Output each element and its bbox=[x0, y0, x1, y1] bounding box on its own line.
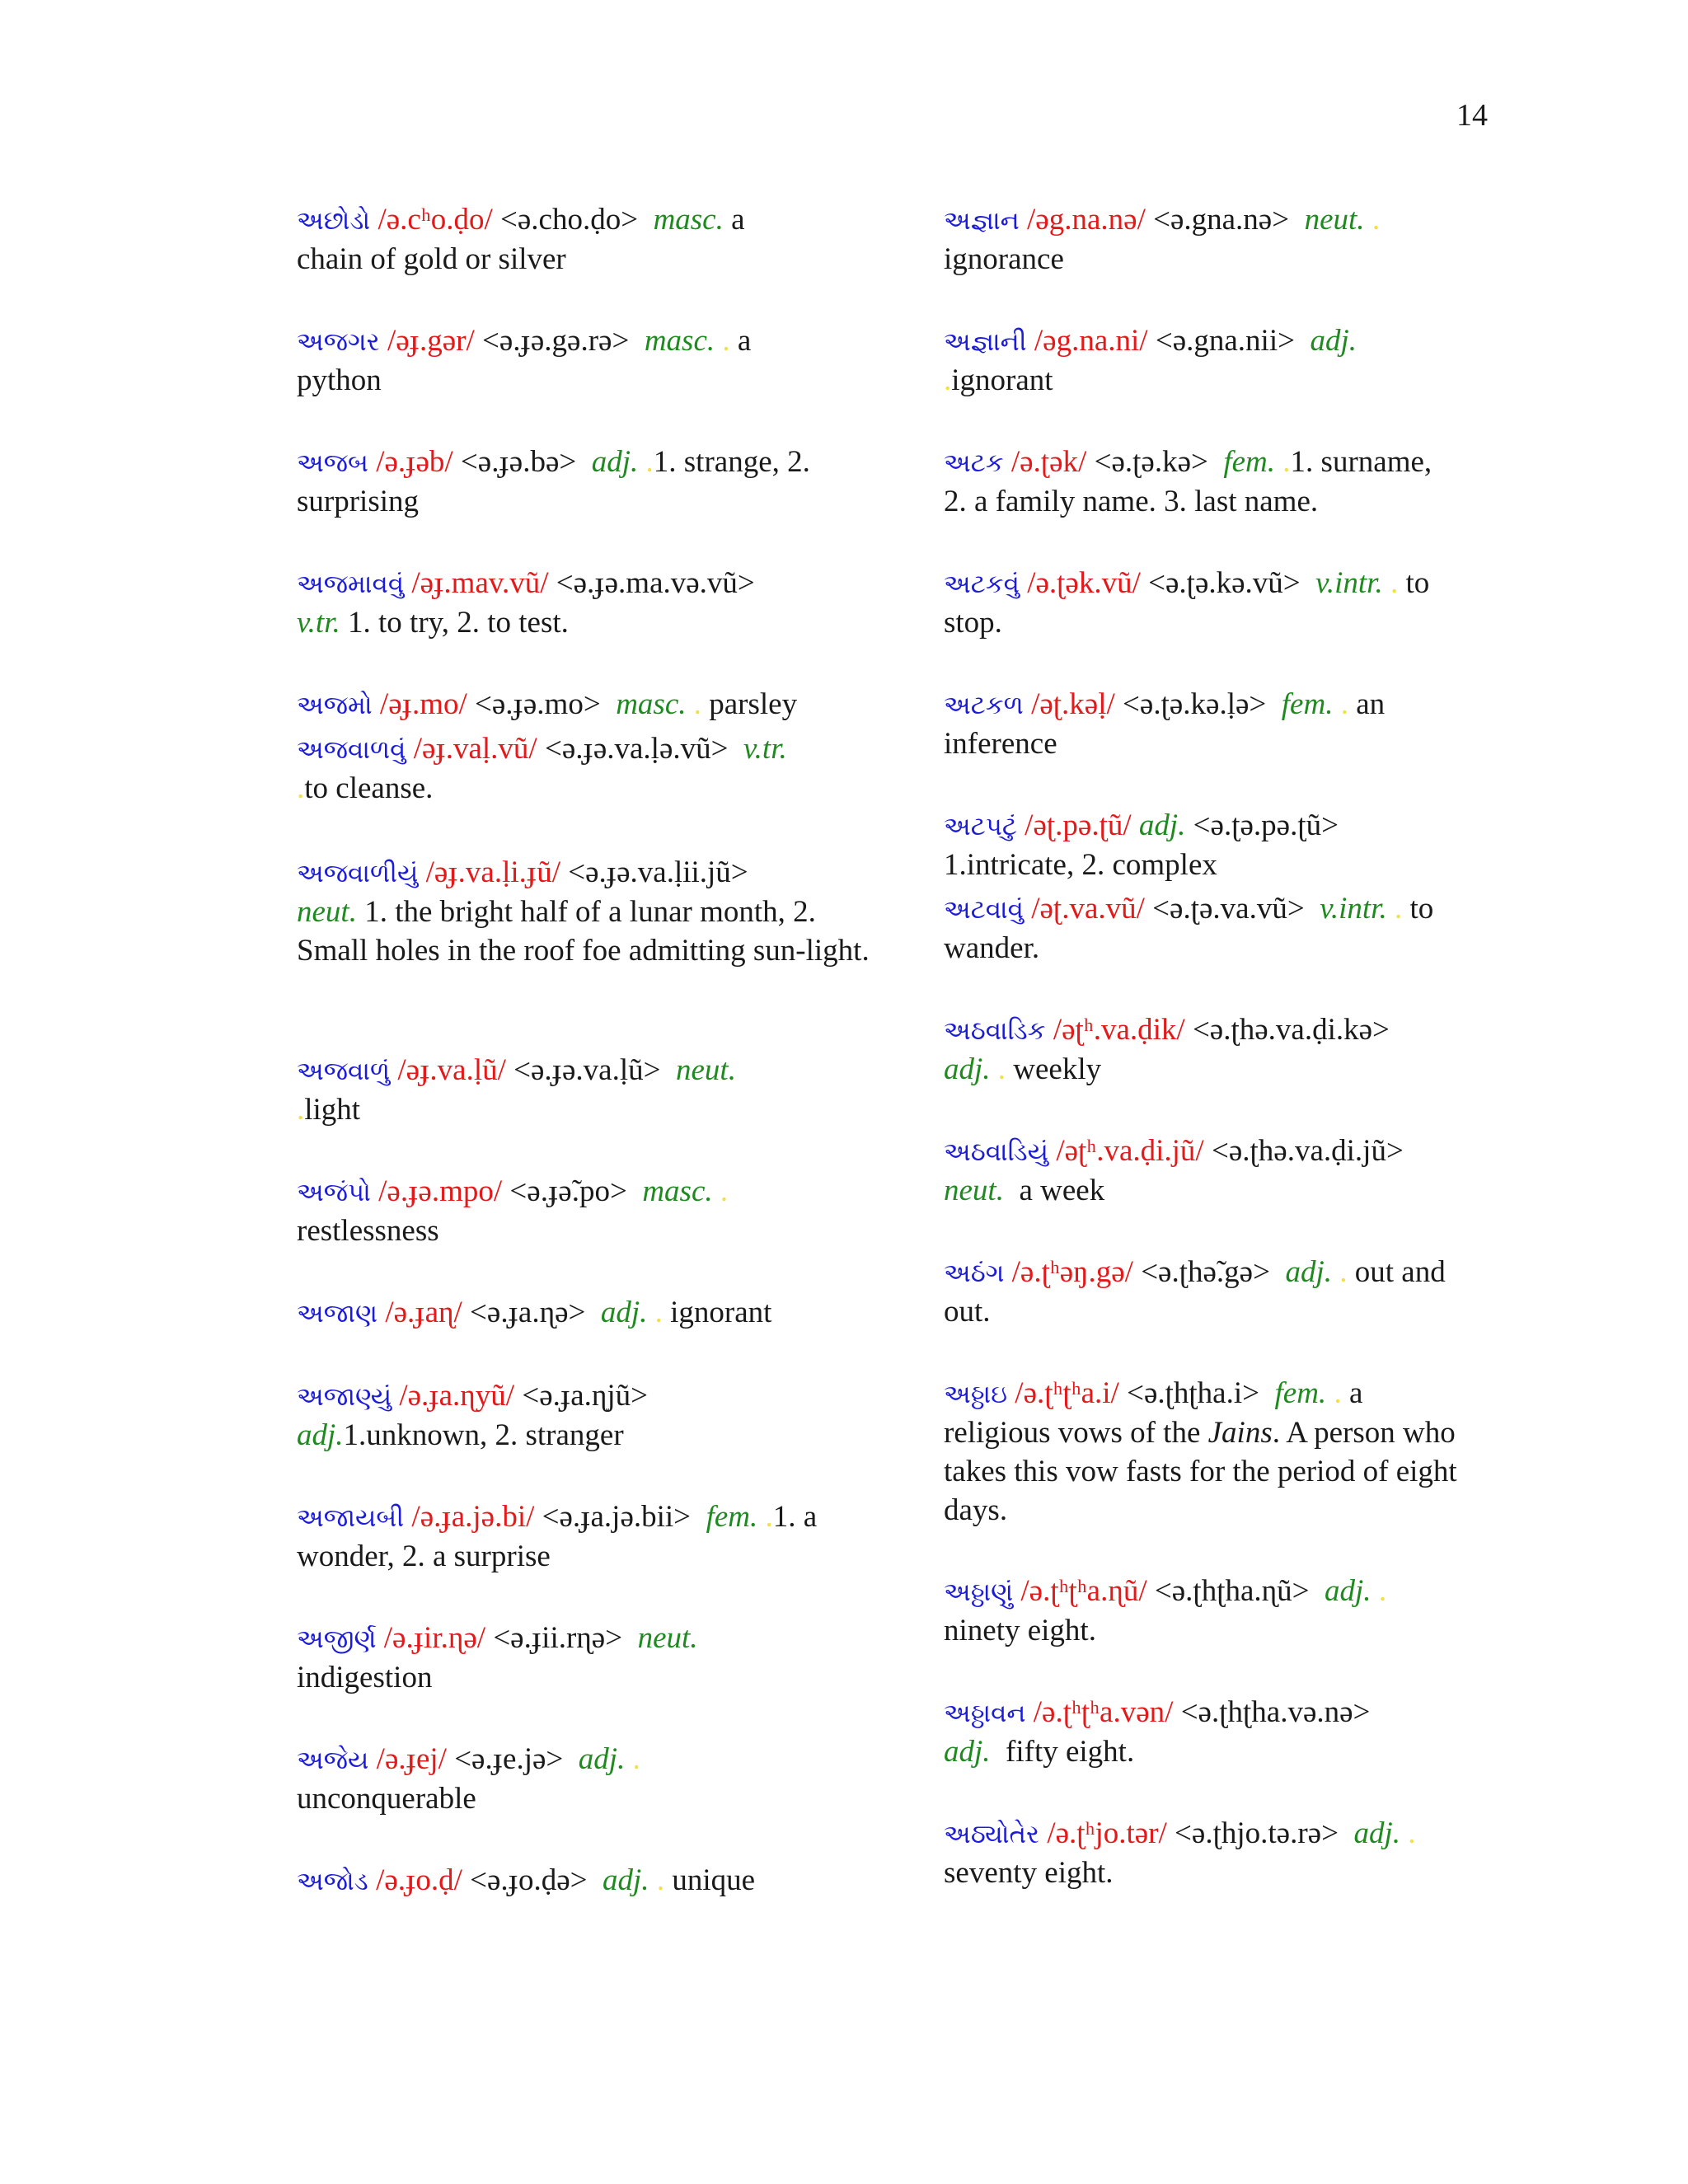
definition: fifty eight. bbox=[1006, 1735, 1135, 1769]
ipa-transcription: /əɟ.gər/ bbox=[387, 324, 475, 358]
part-of-speech: fem. bbox=[1274, 1376, 1327, 1410]
definition: religious vows of the Jains. A person who takes this vow fasts for the period of eight days. bbox=[944, 1416, 1457, 1527]
definition-start: 1. surname, bbox=[1290, 445, 1432, 479]
dictionary-entry: અટકવું /ə.ʈək.vũ/ <ə.ʈə.kə.vũ> v.intr. . to stop. bbox=[944, 566, 1430, 640]
ipa-transcription: /əʈʰ.va.ḍik/ bbox=[1053, 1013, 1185, 1047]
dictionary-entry: અજબ /ə.ɟəb/ <ə.ɟə.bə> adj. .1. strange, 2. surprising bbox=[297, 445, 810, 518]
headword: અજ્ઞાન bbox=[944, 206, 1020, 235]
ipa-transcription: /ə.ʈʰjo.tər/ bbox=[1047, 1816, 1167, 1850]
part-of-speech: neut. bbox=[297, 895, 357, 929]
transliteration: <ə.ʈə.pə.ʈũ> bbox=[1193, 808, 1339, 842]
headword: અજબ bbox=[297, 448, 368, 477]
ipa-transcription: /ə.ʈʰʈʰa.i/ bbox=[1015, 1376, 1119, 1410]
definition-start: to bbox=[1409, 892, 1434, 926]
ipa-transcription: /ə.ʈək.vũ/ bbox=[1027, 566, 1141, 600]
ipa-transcription: /ə.ɟa.ɳyũ/ bbox=[399, 1379, 515, 1413]
definition: inference bbox=[944, 727, 1057, 761]
dictionary-entry bbox=[297, 564, 874, 642]
ipa-transcription: /əʈ.kəḷ/ bbox=[1031, 687, 1115, 721]
ipa-transcription: /əɟ.va.ḷũ/ bbox=[397, 1053, 506, 1087]
ipa-transcription: /əɟ.mo/ bbox=[379, 687, 467, 721]
transliteration: <ə.gna.nə> bbox=[1153, 203, 1290, 237]
headword: અઠ્યોતેર bbox=[944, 1820, 1040, 1849]
definition: seventy eight. bbox=[944, 1856, 1114, 1890]
definition: a week bbox=[1019, 1174, 1105, 1207]
definition: 1. to try, 2. to test. bbox=[348, 606, 569, 640]
part-of-speech: neut. bbox=[637, 1621, 698, 1655]
transliteration: <ə.ʈhʈha.və.nə> bbox=[1180, 1695, 1371, 1729]
headword: અજવાળવું bbox=[297, 735, 406, 764]
transliteration: <ə.ɟə.va.ḷii.jũ> bbox=[568, 855, 748, 889]
dictionary-entry: અઠંગ /ə.ʈʰəŋ.gə/ <ə.ʈhə̃.gə> adj. . out and out. bbox=[944, 1255, 1446, 1329]
ipa-transcription: /əg.na.nə/ bbox=[1027, 203, 1146, 237]
headword: અજેય bbox=[297, 1746, 369, 1774]
headword: અટપટું bbox=[944, 812, 1017, 841]
ipa-transcription: /ə.ʈək/ bbox=[1010, 445, 1087, 479]
definition: unconquerable bbox=[297, 1782, 476, 1816]
definition: 1. the bright half of a lunar month, 2. Small holes in the roof foe admitting sun-light. bbox=[297, 895, 870, 968]
dictionary-entry: અજંપો /ə.ɟə.mpo/ <ə.ɟə̃.po> masc. . restlessness bbox=[297, 1174, 729, 1248]
transliteration: <ə.ʈhʈha.ɳũ> bbox=[1154, 1574, 1310, 1608]
ipa-transcription: /əg.na.ni/ bbox=[1034, 324, 1148, 358]
headword: અજમાવવું bbox=[297, 569, 405, 598]
headword: અઠ્ઠાણું bbox=[944, 1577, 1014, 1606]
ipa-transcription: /ə.ɟej/ bbox=[376, 1742, 447, 1776]
ipa-transcription: /əɟ.vaḷ.vũ/ bbox=[413, 732, 537, 766]
part-of-speech: masc. bbox=[616, 687, 687, 721]
ipa-transcription: /ə.ɟa.jə.bi/ bbox=[411, 1500, 535, 1534]
definition-start: an bbox=[1356, 687, 1386, 721]
headword: અટક bbox=[944, 448, 1004, 477]
part-of-speech: v.tr. bbox=[743, 732, 787, 766]
part-of-speech: v.tr. bbox=[297, 606, 340, 640]
dictionary-entry: અઠ્ઠાણું /ə.ʈʰʈʰa.ɳũ/ <ə.ʈhʈha.ɳũ> adj. . ninety eight. bbox=[944, 1574, 1387, 1647]
dictionary-entry: અજવાળું /əɟ.va.ḷũ/ <ə.ɟə.va.ḷũ> neut. .light bbox=[297, 1053, 736, 1127]
ipa-transcription: /əɟ.mav.vũ/ bbox=[411, 566, 549, 600]
headword: અજોડ bbox=[297, 1867, 368, 1896]
ipa-transcription: /əʈ.va.vũ/ bbox=[1031, 892, 1145, 926]
dictionary-entry: અજાયબી /ə.ɟa.jə.bi/ <ə.ɟa.jə.bii> fem. .1. a wonder, 2. a surprise bbox=[297, 1500, 818, 1573]
dictionary-entry: અજવાળવું /əɟ.vaḷ.vũ/ <ə.ɟə.va.ḷə.vũ> v.tr. .to cleanse. bbox=[297, 732, 787, 805]
part-of-speech: masc. bbox=[644, 324, 715, 358]
headword: અઠ્ઠાવન bbox=[944, 1699, 1026, 1727]
ipa-transcription: /ə.ɟo.ḍ/ bbox=[376, 1863, 462, 1897]
transliteration: <ə.ɟə.gə.rə> bbox=[482, 324, 630, 358]
transliteration: <ə.ɟə.ma.və.vũ> bbox=[556, 566, 755, 600]
definition: stop. bbox=[944, 606, 1002, 640]
headword: અજવાળું bbox=[297, 1057, 391, 1085]
dictionary-entry: અઠવાડિક /əʈʰ.va.ḍik/ <ə.ʈhə.va.ḍi.kə> adj. . weekly bbox=[944, 1013, 1390, 1086]
transliteration: <ə.ʈə.kə.vũ> bbox=[1148, 566, 1301, 600]
headword: અઠવાડિક bbox=[944, 1016, 1046, 1045]
dictionary-entry: અટવાવું /əʈ.va.vũ/ <ə.ʈə.va.vũ> v.intr. . to wander. bbox=[944, 892, 1434, 965]
part-of-speech: fem. bbox=[1281, 687, 1334, 721]
definition-start: a bbox=[1348, 1376, 1363, 1410]
transliteration: <ə.ɟə.mo> bbox=[475, 687, 601, 721]
dictionary-entry: અઠ્યોતેર /ə.ʈʰjo.tər/ <ə.ʈhjo.tə.rə> adj. . seventy eight. bbox=[944, 1816, 1416, 1890]
dictionary-entry: અટકળ /əʈ.kəḷ/ <ə.ʈə.kə.ḷə> fem. . an inference bbox=[944, 687, 1386, 761]
dictionary-entry: અજોડ /ə.ɟo.ḍ/ <ə.ɟo.ḍə> adj. . unique bbox=[297, 1863, 756, 1897]
part-of-speech: adj. bbox=[578, 1742, 626, 1776]
definition: weekly bbox=[1013, 1052, 1102, 1086]
dictionary-entry: અટક /ə.ʈək/ <ə.ʈə.kə> fem. .1. surname, 2. a family name. 3. last name. bbox=[944, 445, 1432, 518]
headword: અઠ્ઠાઇ bbox=[944, 1380, 1008, 1408]
transliteration: <ə.ɟo.ḍə> bbox=[470, 1863, 588, 1897]
transliteration: <ə.ʈə.va.vũ> bbox=[1152, 892, 1305, 926]
definition-start: 1. strange, 2. bbox=[653, 445, 810, 479]
ipa-transcription: /ə.ɟir.ɳə/ bbox=[383, 1621, 486, 1655]
part-of-speech: masc. bbox=[653, 203, 724, 237]
transliteration: <ə.ɟə.bə> bbox=[460, 445, 577, 479]
transliteration: <ə.ʈhə.va.ḍi.kə> bbox=[1192, 1013, 1390, 1047]
headword: અજાયબી bbox=[297, 1503, 405, 1532]
page-number: 14 bbox=[1456, 98, 1488, 133]
headword: અટવાવું bbox=[944, 895, 1024, 924]
definition-start: a bbox=[737, 324, 752, 358]
part-of-speech: adj. bbox=[1285, 1255, 1332, 1289]
ipa-transcription: /ə.cʰo.ḍo/ bbox=[377, 203, 493, 237]
transliteration: <ə.cho.ḍo> bbox=[499, 203, 639, 237]
ipa-transcription: /əɟ.va.ḷi.ɟũ/ bbox=[425, 855, 560, 889]
definition: wander. bbox=[944, 931, 1040, 965]
part-of-speech: fem. bbox=[706, 1500, 758, 1534]
definition-start: 1. a bbox=[772, 1500, 818, 1534]
part-of-speech: neut. bbox=[944, 1174, 1004, 1207]
transliteration: <ə.ʈə.kə.ḷə> bbox=[1123, 687, 1267, 721]
headword: અજાણ્યું bbox=[297, 1382, 392, 1411]
dictionary-entry bbox=[944, 1693, 1521, 1771]
ipa-transcription: /əʈ.pə.ʈũ/ bbox=[1025, 808, 1132, 842]
ipa-transcription: /ə.ɟə.mpo/ bbox=[378, 1174, 503, 1208]
part-of-speech: neut. bbox=[1304, 203, 1365, 237]
dictionary-entry bbox=[297, 1376, 874, 1455]
part-of-speech: adj. bbox=[603, 1863, 649, 1897]
transliteration: <ə.ɟa.jə.bii> bbox=[542, 1500, 692, 1534]
dictionary-entry bbox=[297, 853, 874, 970]
transliteration: <ə.ʈhʈha.i> bbox=[1127, 1376, 1259, 1410]
part-of-speech: adj. bbox=[1325, 1574, 1372, 1608]
definition-start: to bbox=[1405, 566, 1430, 600]
part-of-speech: adj. bbox=[1353, 1816, 1400, 1850]
ipa-transcription: /ə.ʈʰəŋ.gə/ bbox=[1011, 1255, 1133, 1289]
ipa-transcription: /ə.ʈʰʈʰa.vən/ bbox=[1033, 1695, 1174, 1729]
definition: out. bbox=[944, 1295, 991, 1329]
headword: અજમો bbox=[297, 691, 373, 719]
definition: wonder, 2. a surprise bbox=[297, 1540, 551, 1573]
transliteration: <ə.ʈhjo.tə.rə> bbox=[1175, 1816, 1339, 1850]
dictionary-entry: અજાણ /ə.ɟaɳ/ <ə.ɟa.ɳə> adj. . ignorant bbox=[297, 1296, 772, 1329]
part-of-speech: adj. bbox=[297, 1418, 344, 1452]
headword: અટકળ bbox=[944, 691, 1024, 719]
definition: ninety eight. bbox=[944, 1614, 1096, 1647]
headword: અજગર bbox=[297, 327, 380, 356]
definition-start: a bbox=[731, 203, 745, 237]
transliteration: <ə.ɟii.rɳə> bbox=[493, 1621, 623, 1655]
headword: અજંપો bbox=[297, 1178, 371, 1207]
transliteration: <ə.ʈhə.va.ḍi.jũ> bbox=[1211, 1134, 1404, 1168]
definition: 2. a family name. 3. last name. bbox=[944, 485, 1319, 518]
definition: restlessness bbox=[297, 1214, 439, 1248]
definition: 1.unknown, 2. stranger bbox=[343, 1418, 624, 1452]
part-of-speech: masc. bbox=[642, 1174, 713, 1208]
dictionary-entry: અજેય /ə.ɟej/ <ə.ɟe.jə> adj. . unconquerable bbox=[297, 1742, 640, 1816]
part-of-speech: v.intr. bbox=[1315, 566, 1383, 600]
part-of-speech: neut. bbox=[676, 1053, 736, 1087]
transliteration: <ə.gna.nii> bbox=[1155, 324, 1295, 358]
headword: અજાણ bbox=[297, 1299, 378, 1328]
ipa-transcription: /ə.ɟəb/ bbox=[376, 445, 453, 479]
part-of-speech: adj. bbox=[591, 445, 639, 479]
definition: parsley bbox=[709, 687, 798, 721]
definition: chain of gold or silver bbox=[297, 242, 566, 276]
transliteration: <ə.ɟe.jə> bbox=[454, 1742, 564, 1776]
headword: અજ્ઞાની bbox=[944, 327, 1027, 356]
ipa-transcription: /ə.ʈʰʈʰa.ɳũ/ bbox=[1020, 1574, 1147, 1608]
part-of-speech: adj. bbox=[600, 1296, 648, 1329]
transliteration: <ə.ɟa.ɳə> bbox=[470, 1296, 586, 1329]
transliteration: <ə.ʈhə̃.gə> bbox=[1141, 1255, 1270, 1289]
transliteration: <ə.ɟa.ɳjũ> bbox=[522, 1379, 649, 1413]
headword: અછોડો bbox=[297, 206, 371, 235]
definition: indigestion bbox=[297, 1661, 433, 1694]
ipa-transcription: /əʈʰ.va.ḍi.jũ/ bbox=[1056, 1134, 1204, 1168]
dictionary-entry: અજગર /əɟ.gər/ <ə.ɟə.gə.rə> masc. . a python bbox=[297, 324, 752, 397]
definition: ignorant bbox=[670, 1296, 772, 1329]
part-of-speech: adj. bbox=[944, 1735, 991, 1769]
dictionary-entry: અજ્ઞાની /əg.na.ni/ <ə.gna.nii> adj. .ignorant bbox=[944, 324, 1357, 397]
dictionary-entry bbox=[944, 1132, 1521, 1210]
definition: surprising bbox=[297, 485, 419, 518]
transliteration: <ə.ɟə̃.po> bbox=[509, 1174, 627, 1208]
definition: unique bbox=[672, 1863, 756, 1897]
definition: light bbox=[304, 1093, 361, 1127]
definition-start: out and bbox=[1354, 1255, 1446, 1289]
headword: અજીર્ણ bbox=[297, 1624, 377, 1653]
headword: અઠવાડિયું bbox=[944, 1137, 1049, 1166]
transliteration: <ə.ʈə.kə> bbox=[1094, 445, 1208, 479]
part-of-speech: adj. bbox=[1138, 808, 1186, 842]
definition: ignorant bbox=[951, 363, 1053, 397]
definition: ignorance bbox=[944, 242, 1064, 276]
dictionary-entry: અજમો /əɟ.mo/ <ə.ɟə.mo> masc. . parsley bbox=[297, 687, 798, 721]
dictionary-entry: અજ્ઞાન /əg.na.nə/ <ə.gna.nə> neut. . ignorance bbox=[944, 203, 1381, 276]
headword: અજવાળીયું bbox=[297, 859, 419, 888]
part-of-speech: adj. bbox=[944, 1052, 991, 1086]
definition: to cleanse. bbox=[304, 771, 434, 805]
ipa-transcription: /ə.ɟaɳ/ bbox=[385, 1296, 462, 1329]
dictionary-entry bbox=[944, 806, 1521, 884]
definition: python bbox=[297, 363, 382, 397]
definition: 1.intricate, 2. complex bbox=[944, 848, 1217, 882]
part-of-speech: v.intr. bbox=[1320, 892, 1387, 926]
transliteration: <ə.ɟə.va.ḷũ> bbox=[513, 1053, 661, 1087]
dictionary-entry bbox=[297, 200, 874, 279]
headword: અટકવું bbox=[944, 569, 1020, 598]
part-of-speech: fem. bbox=[1223, 445, 1276, 479]
headword: અઠંગ bbox=[944, 1258, 1005, 1287]
part-of-speech: adj. bbox=[1310, 324, 1357, 358]
transliteration: <ə.ɟə.va.ḷə.vũ> bbox=[544, 732, 729, 766]
dictionary-entry: અઠ્ઠાઇ /ə.ʈʰʈʰa.i/ <ə.ʈhʈha.i> fem. . a religious vows of the Jains. A person who takes this vow fasts for the period of eight days. bbox=[944, 1376, 1457, 1527]
dictionary-entry bbox=[297, 1619, 874, 1697]
